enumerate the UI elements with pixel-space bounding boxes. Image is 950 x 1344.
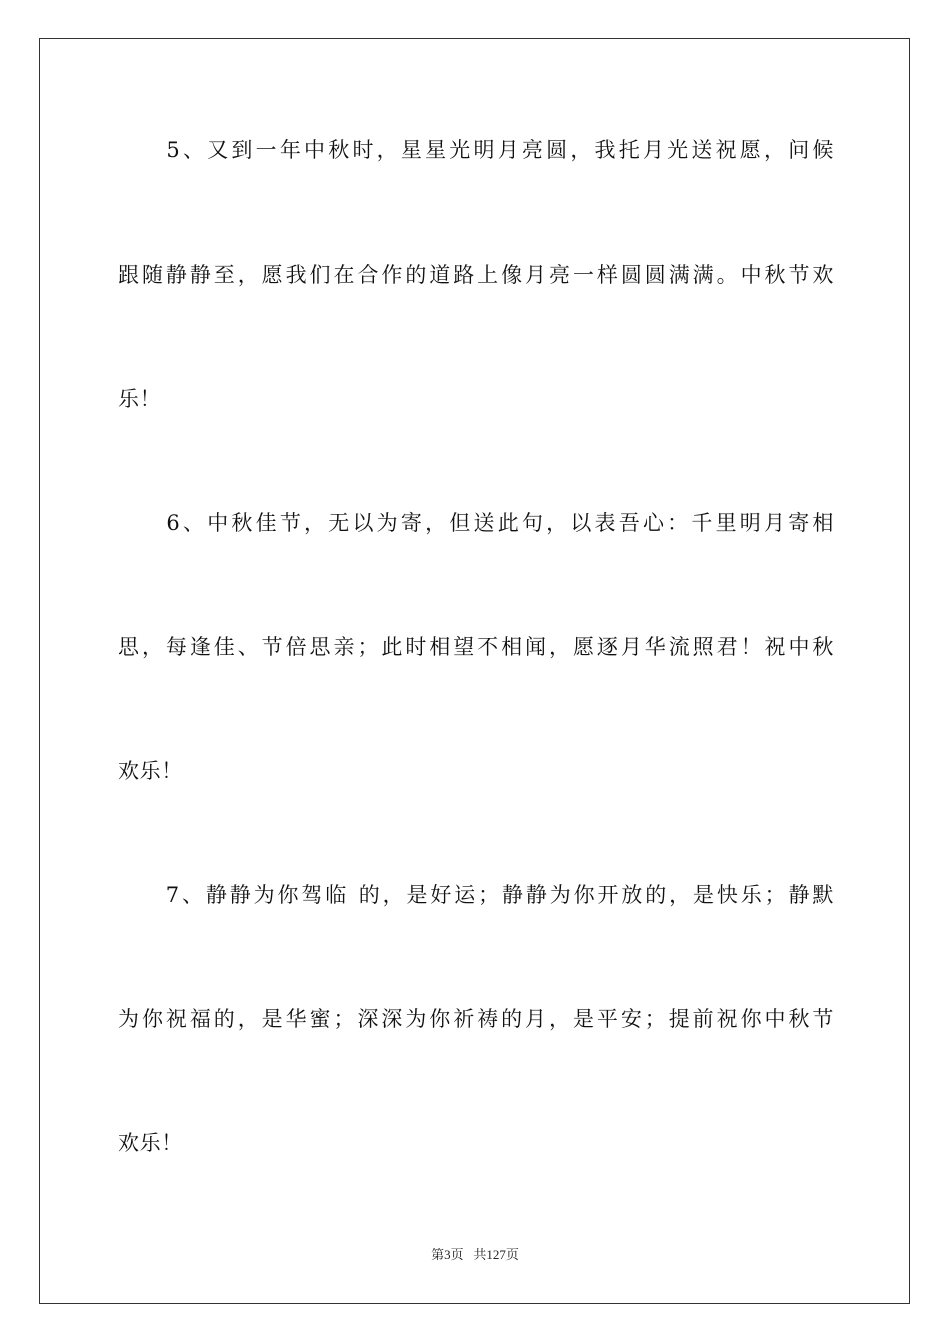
total-pages: 共127页 [473, 1247, 519, 1262]
paragraph-6-line-3: 欢乐！ [118, 759, 183, 783]
paragraph-5-line-1: 5、又到一年中秋时，星星光明月亮圆，我托月光送祝愿，问候 [118, 138, 834, 162]
paragraph-7-line-1: 7、静静为你驾临 的，是好运；静静为你开放的，是快乐；静默 [118, 883, 834, 907]
paragraph-6-line-2: 思，每逢佳、节倍思亲；此时相望不相闻，愿逐月华流照君！祝中秋 [118, 635, 834, 659]
page-number: 第3页 [431, 1247, 464, 1262]
page-border [39, 38, 910, 1304]
paragraph-7-line-2: 为你祝福的，是华蜜；深深为你祈祷的月，是平安；提前祝你中秋节 [118, 1007, 834, 1031]
paragraph-6-line-1: 6、中秋佳节，无以为寄，但送此句，以表吾心：千里明月寄相 [118, 511, 834, 535]
page-footer [0, 1246, 950, 1264]
paragraph-7-line-3: 欢乐！ [118, 1131, 183, 1155]
paragraph-5-line-2: 跟随静静至，愿我们在合作的道路上像月亮一样圆圆满满。中秋节欢 [118, 263, 834, 287]
paragraph-5-line-3: 乐！ [118, 387, 162, 411]
